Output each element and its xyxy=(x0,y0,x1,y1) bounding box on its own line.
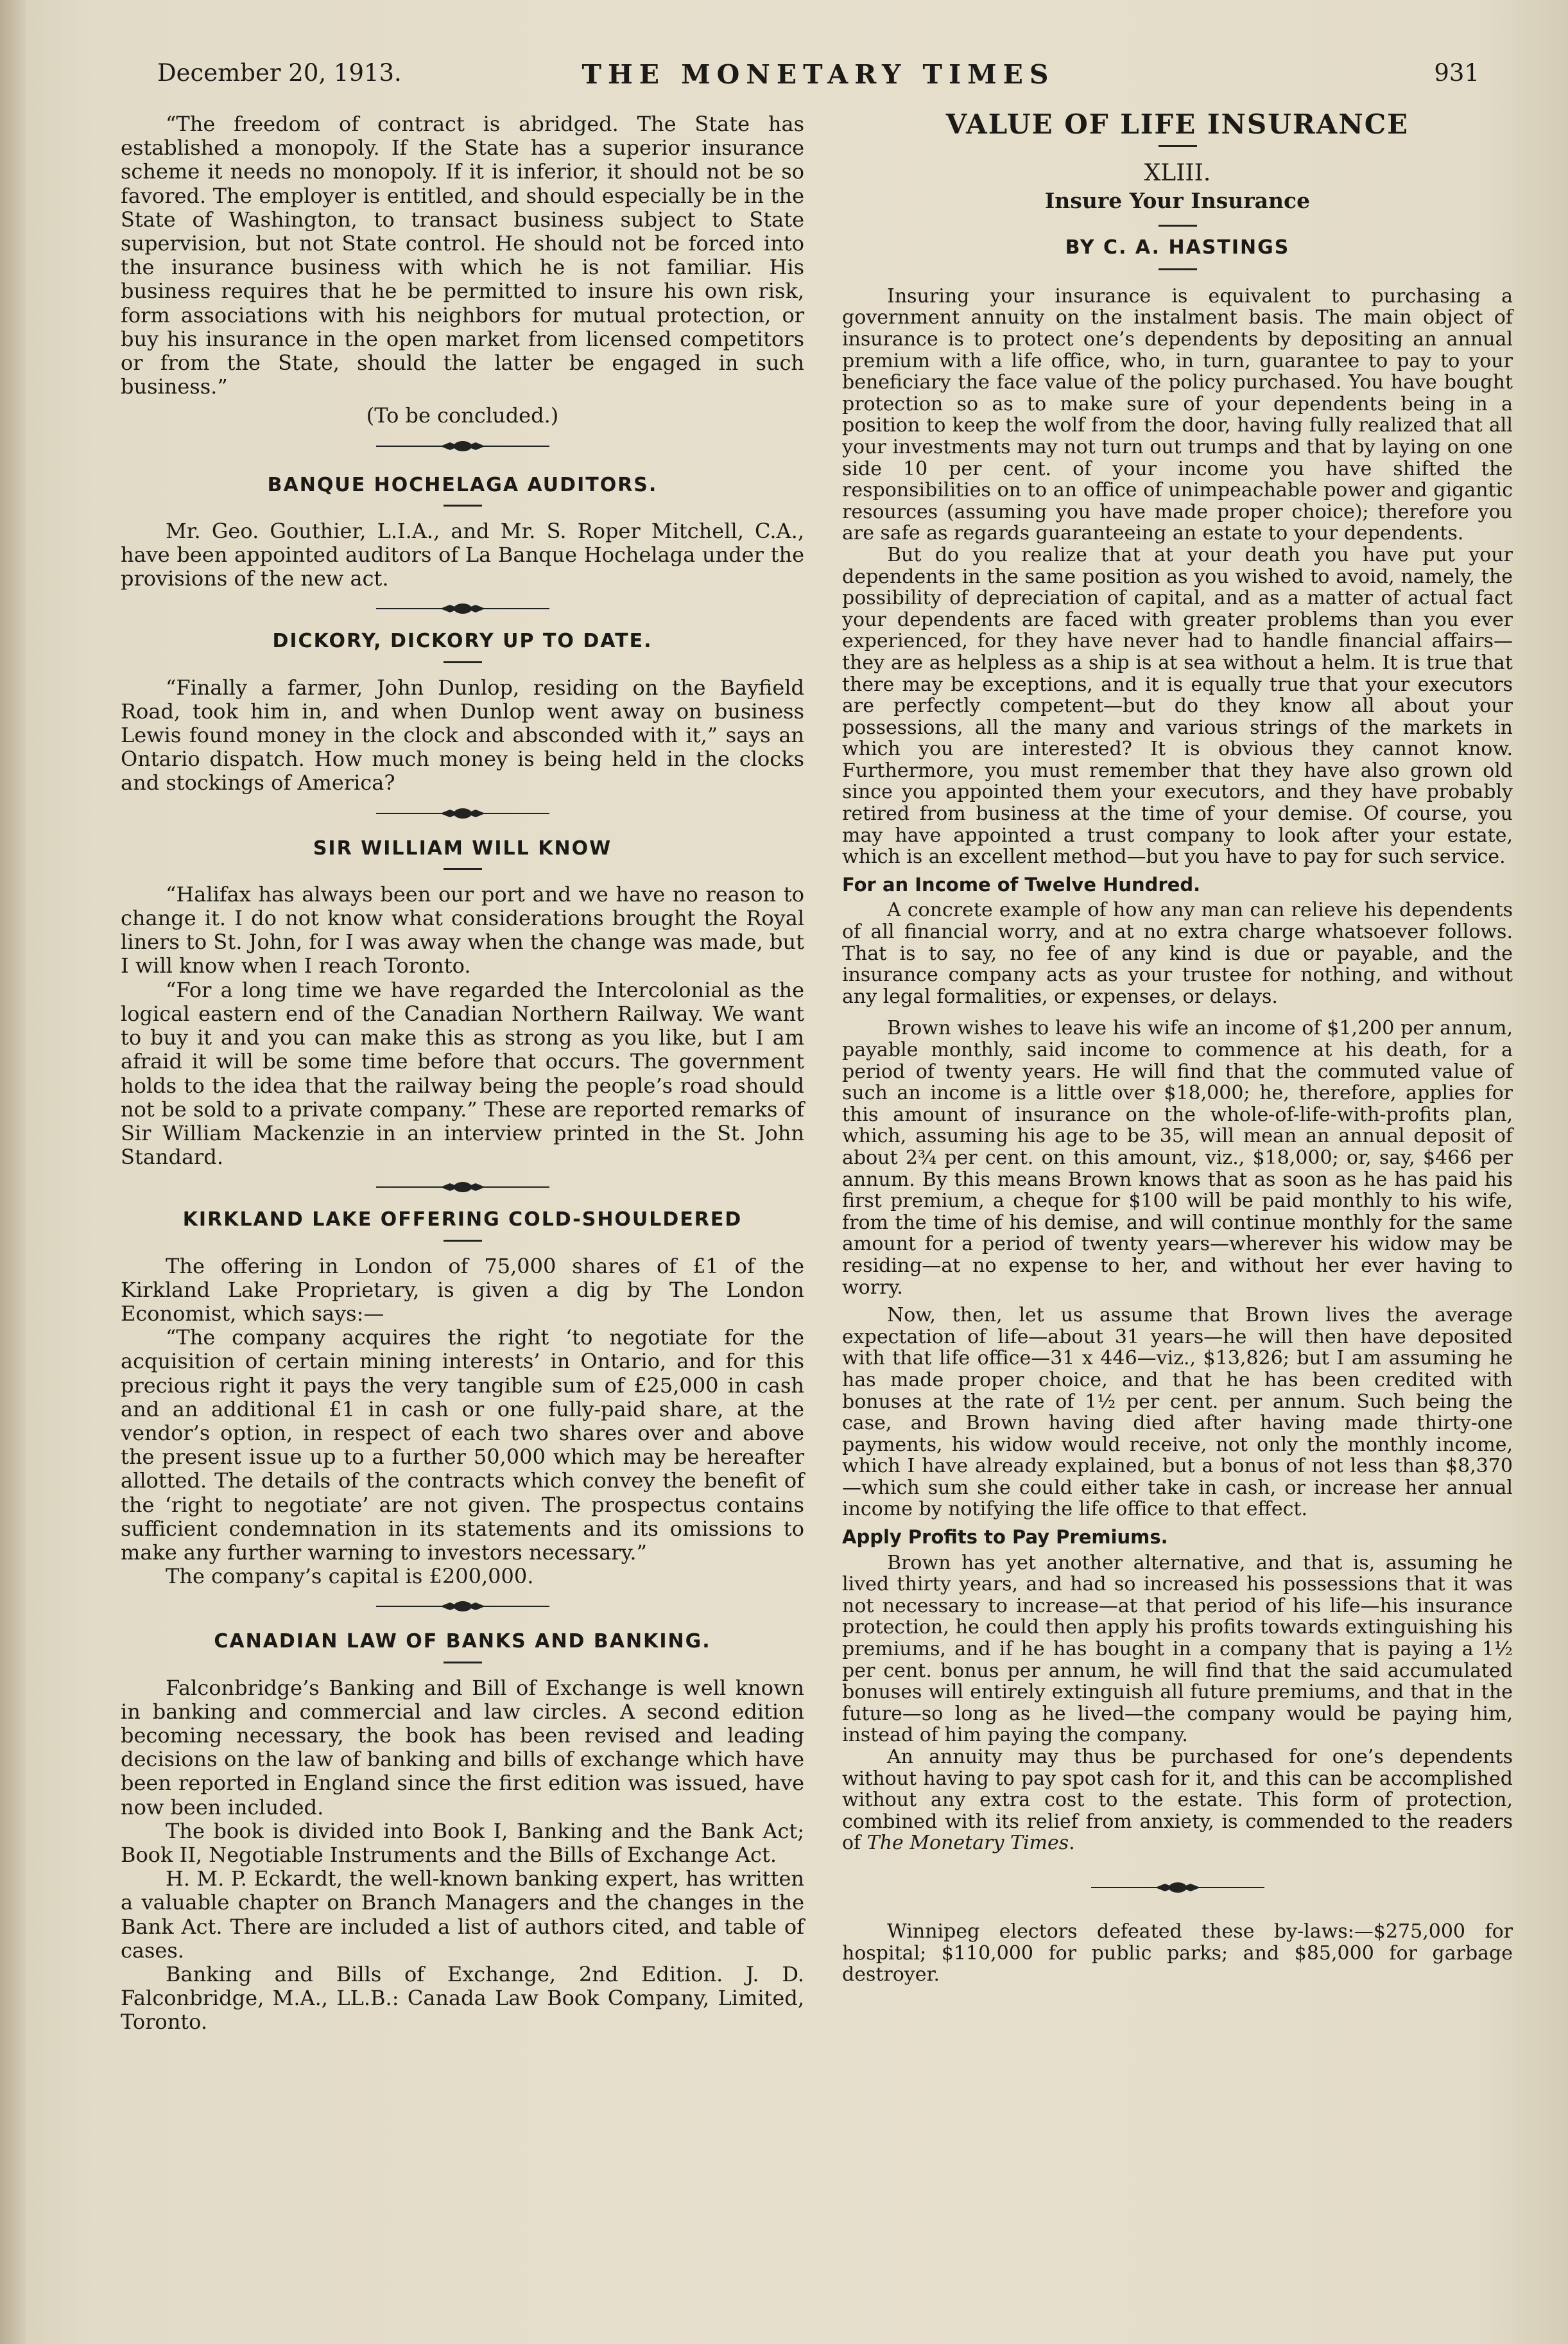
article-heading: KIRKLAND LAKE OFFERING COLD-SHOULDERED xyxy=(182,1208,743,1231)
to-be-concluded: (To be concluded.) xyxy=(366,403,559,428)
ornament-divider xyxy=(376,1179,549,1195)
page-binding-edge xyxy=(0,0,26,2344)
article-canadian-law xyxy=(121,1629,804,2034)
paragraph: Now, then, let us assume that Brown lives the average expectation of life—about 31 years—he will then have deposited with that life office—31 x 446—viz., $13,826; but I am assuming he has made proper choice, and that he has been credited with bonuses at the rate of 1½ per cent. per annum. Such being the case, and Brown having died after having made thirty-one payments, his widow would receive, not only the monthly income, which I have already explained, but a bonus of not less than $8,370—which sum she could either take in cash, or increase her annual income by notifying the life office to that effect. xyxy=(842,1304,1513,1521)
paragraph: “The company acquires the right ‘to negotiate for the acquisition of certain mining interests’ in Ontario, and for this precious right it pays the very tangible sum of £25,000 in cash and an additional £1 in cash or one fully-paid share, at the vendor’s option, in respect of each two shares over and above the present issue up to a further 50,000 which may be hereafter allotted. The details of the contracts which convey the benefit of the ‘right to negotiate’ are not given. The prospectus contains sufficient condemnation in its statements and its omissions to make any further warning to investors necessary.” xyxy=(121,1325,804,1565)
ornament-divider xyxy=(376,438,549,454)
series-number: XLIII. xyxy=(1144,160,1211,187)
publication-name: The Monetary Times xyxy=(866,1832,1069,1855)
paragraph: “Finally a farmer, John Dunlop, residing on the Bayfield Road, took him in, and when Dunlop went away on business Lewis found money in the clock and absconded with it,” says an Ontario dispatch. How much money is being held in the clocks and stockings of America? xyxy=(121,675,804,795)
footer-note: Winnipeg electors defeated these by-laws:—$275,000 for hospital; $110,000 for public parks; and $85,000 for garbage destroyer. xyxy=(842,1920,1513,1986)
paragraph: The company’s capital is £200,000. xyxy=(166,1564,534,1589)
page-number: 931 xyxy=(1434,59,1479,87)
paragraph: Banking and Bills of Exchange, 2nd Edition. J. D. Falconbridge, M.A., LL.B.: Canada Law Book Company, Limited, Toronto. xyxy=(121,1962,804,2035)
heading-rule xyxy=(444,1662,482,1663)
heading-rule xyxy=(1159,225,1197,227)
paragraph: Insuring your insurance is equivalent to purchasing a government annuity on the instalment basis. The main object of insurance is to protect one’s dependents by depositing an annual premium with a life office, who, in turn, guarantee to pay to your beneficiary the face value of the policy purchased. You have bought protection so as to make sure of your dependents being in a position to keep the wolf from the door, having fully realized that all your investments may not turn out trumps and that by laying on one side 10 per cent. of your income you have shifted the responsibilities on to an office of unimpeachable power and gigantic resources (assuming you have made proper choice); therefore you are safe as regards guaranteeing an estate to your dependents. xyxy=(842,284,1513,545)
heading-rule xyxy=(1159,268,1197,270)
paragraph: Brown has yet another alternative, and that is, assuming he lived thirty years, and had so increased his possessions that it was not necessary to increase—at that period of his life—his insurance protection, he could then apply his profits towards extinguishing his premiums, and if he has bought in a company that is paying a 1½ per cent. bonus per annum, he will find that the said accumulated bonuses will entirely extinguish all future premiums, and that in the future—so long as he lived—the company would be paying him, instead of him paying the company. xyxy=(842,1551,1513,1747)
paragraph: The book is divided into Book I, Banking and the Bank Act; Book II, Negotiable Instruments and the Bills of Exchange Act. xyxy=(121,1818,804,1867)
paragraph: The offering in London of 75,000 shares of £1 of the Kirkland Lake Proprietary, is given a dig by The London Economist, which says:— xyxy=(121,1253,804,1326)
article-heading: CANADIAN LAW OF BANKS AND BANKING. xyxy=(214,1630,711,1653)
quote-continued: “The freedom of contract is abridged. The State has established a monopoly. If the State has a superior insurance scheme it needs no monopoly. If it is inferior, it should not be so favored. The employer is entitled, and should especially be in the State of Washington, to transact business subject to State supervision, but not State control. He should not be forced into the insurance business with which he is not familiar. His business requires that he be permitted to insure his own risk, form associations with his neighbors for mutual protection, or buy his insurance in the open market from licensed competitors or from the State, should the latter be engaged in such business.” xyxy=(121,112,804,399)
page-header xyxy=(157,59,1479,98)
paragraph: Falconbridge’s Banking and Bill of Exchange is well known in banking and commercial and law circles. A second edition becoming necessary, the book has been revised and leading decisions on the law of banking and bills of exchange which have been reported in England since the first edition was issued, have now been included. xyxy=(121,1675,804,1819)
paragraph: “For a long time we have regarded the Intercolonial as the logical eastern end of the Canadian Northern Railway. We want to buy it and you can make this as strong as you like, but I am afraid it will be some time before that occurs. The government holds to the idea that the railway being the people’s road should not be sold to a private company.” These are reported remarks of Sir William Mackenzie in an interview printed in the St. John Standard. xyxy=(121,977,804,1170)
article-sir-william xyxy=(121,837,804,1170)
paragraph: Brown wishes to leave his wife an income of $1,200 per annum, payable monthly, said income to commence at his death, for a period of twenty years. He will find that the commuted value of such an income is a little over $18,000; he, therefore, applies for this amount of insurance on the whole-of-life-with-profits plan, which, assuming his age to be 35, will mean an annual deposit of about 2¾ per cent. on this amount, viz., $18,000; or, say, $466 per annum. By this means Brown knows that as soon as he has paid his first premium, a cheque for $100 will be paid monthly to his wife, from the time of his demise, and will continue monthly for the same amount for a period of twenty years—wherever his widow may be residing—at no expense to her, and without her ever having to worry. xyxy=(842,1017,1513,1299)
byline: BY C. A. HASTINGS xyxy=(1065,236,1290,259)
publication-title: THE MONETARY TIMES xyxy=(582,59,1055,90)
heading-rule xyxy=(1159,145,1197,147)
article-subtitle: Insure Your Insurance xyxy=(1044,188,1311,214)
paragraph-end: . xyxy=(1069,1832,1075,1855)
article-dickory xyxy=(121,629,804,795)
article-body xyxy=(842,286,1513,1986)
heading-rule xyxy=(444,661,482,663)
ornament-divider xyxy=(376,806,549,821)
ornament-divider xyxy=(376,1599,549,1614)
paragraph-text: An annuity may thus be purchased for one’s dependents without having to pay spot cash for it, and this can be accomplished without any extra cost to the estate. This form of protection, combined with its relief from anxiety, is commended to the readers of xyxy=(842,1746,1513,1855)
paragraph: Mr. Geo. Gouthier, L.I.A., and Mr. S. Roper Mitchell, C.A., have been appointed auditors of La Banque Hochelaga under the provisions of the new act. xyxy=(121,518,804,591)
paragraph: “Halifax has always been our port and we have no reason to change it. I do not know what considerations brought the Royal liners to St. John, for I was away when the change was made, but I will know when I reach Toronto. xyxy=(121,881,804,978)
article-heading: DICKORY, DICKORY UP TO DATE. xyxy=(272,630,653,653)
article-heading: SIR WILLIAM WILL KNOW xyxy=(313,837,612,860)
left-column xyxy=(121,112,804,2035)
paragraph xyxy=(842,1746,1513,1854)
heading-rule xyxy=(444,868,482,870)
section-heading: Apply Profits to Pay Premiums. xyxy=(842,1526,1168,1549)
ornament-divider xyxy=(376,601,549,616)
article-banque-hochelaga xyxy=(121,473,804,591)
paragraph: H. M. P. Eckardt, the well-known banking expert, has written a valuable chapter on Branch Managers and the changes in the Bank Act. There are included a list of authors cited, and table of cases. xyxy=(121,1866,804,1963)
right-column xyxy=(842,109,1513,1986)
section-heading: For an Income of Twelve Hundred. xyxy=(842,873,1201,896)
heading-rule xyxy=(444,505,482,507)
paragraph: But do you realize that at your death you have put your dependents in the same position as you wished to avoid, namely, the possibility of depreciation of capital, and as a matter of actual fact your dependents are faced with greater problems than you ever experienced, for they have never had to handle financial affairs—they are as helpless as a ship is at sea without a helm. It is true that there may be exceptions, and it is equally true that your executors are perfectly competent—but do they know all about your possessions, all the many and various strings of the markets in which you are interested? It is obvious they cannot know. Furthermore, you must remember that they have also grown old since you appointed them your executors, and they have probably retired from business at the time of your demise. Of course, you may have appointed a trust company to look after your estate, which is an excellent method—but you have to pay for such service. xyxy=(842,543,1513,869)
ornament-divider xyxy=(1091,1880,1264,1895)
article-kirkland-lake xyxy=(121,1208,804,1588)
heading-rule xyxy=(444,1240,482,1242)
article-title: VALUE OF LIFE INSURANCE xyxy=(945,109,1409,140)
paragraph: A concrete example of how any man can relieve his dependents of all financial worry, and at no extra charge whatsoever follows. That is to say, no fee of any kind is due or payable, and the insurance company acts as your trustee for nothing, and without any legal formalities, or expenses, or delays. xyxy=(842,899,1513,1008)
header-date: December 20, 1913. xyxy=(157,59,402,87)
article-heading: BANQUE HOCHELAGA AUDITORS. xyxy=(267,473,658,496)
